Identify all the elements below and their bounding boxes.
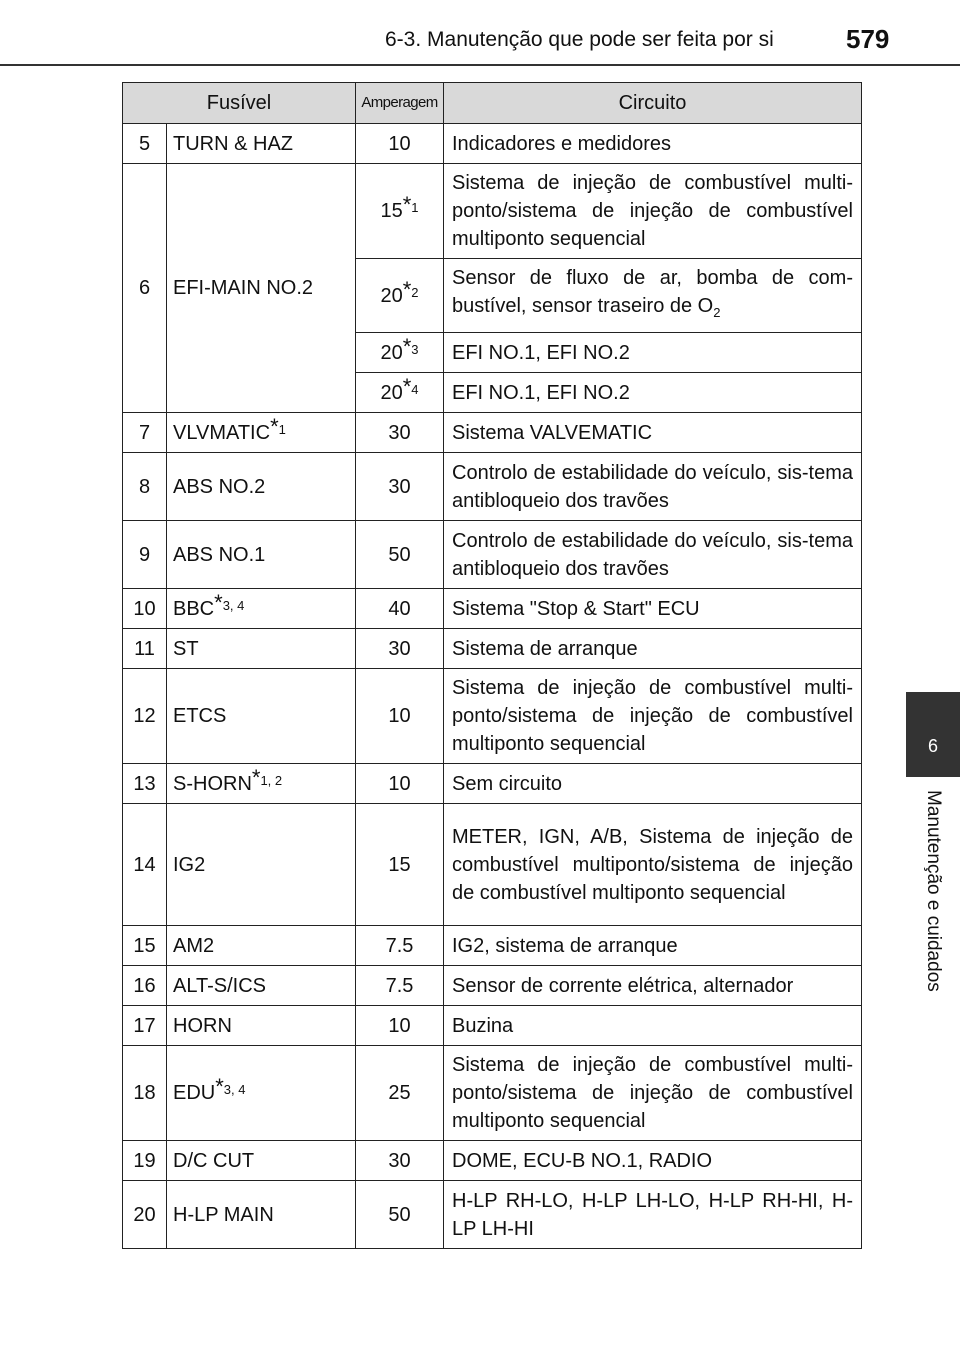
fuse-name: ABS NO.1 [167,521,356,589]
fuse-name: ETCS [167,669,356,764]
fuse-name: TURN & HAZ [167,124,356,164]
fuse-amperage: 30 [356,413,444,453]
footnote-marker: *3, 4 [215,1074,246,1099]
table-row [123,589,862,629]
table-row [123,453,862,521]
chapter-label: Manutenção e cuidados [923,790,944,992]
fuse-circuit: Controlo de estabilidade do veículo, sis-tema antibloqueio dos travões [444,521,862,589]
fuse-name-text: EDU [173,1082,216,1104]
section-title: 6-3. Manutenção que pode ser feita por si [385,28,774,51]
fuse-name: ALT-S/ICS [167,966,356,1006]
fuse-circuit: Sistema de injeção de combustível multi-ponto/sistema de injeção de combustível multiponto sequencial [444,164,862,259]
table-row [123,629,862,669]
subscript: 2 [713,305,721,320]
table-row [123,966,862,1006]
fuse-number: 5 [123,124,167,164]
fuse-name [167,589,356,629]
table-row [123,413,862,453]
table-row [123,926,862,966]
fuse-amperage: 50 [356,521,444,589]
amperage-value: 20 [380,284,403,307]
amperage-value: 20 [380,341,403,364]
fuse-amperage [356,333,444,373]
fuse-circuit: Sistema "Stop & Start" ECU [444,589,862,629]
amperage-value: 15 [380,200,403,222]
page-number: 579 [846,24,890,54]
table-row [123,521,862,589]
fuse-number: 20 [123,1181,167,1249]
fuse-number: 7 [123,413,167,453]
fuse-circuit: Sensor de corrente elétrica, alternador [444,966,862,1006]
fuse-circuit: EFI NO.1, EFI NO.2 [444,333,862,373]
table-row [123,764,862,804]
table-row [123,1006,862,1046]
fuse-circuit: Sem circuito [444,764,862,804]
fuse-amperage: 10 [356,669,444,764]
footnote-marker: *4 [402,373,419,399]
fuse-number: 8 [123,453,167,521]
fuse-number: 16 [123,966,167,1006]
fuse-amperage: 10 [356,124,444,164]
fuse-amperage: 10 [356,1006,444,1046]
fuse-name-text: S-HORN [173,772,252,795]
fuse-number: 11 [123,629,167,669]
fuse-number: 10 [123,589,167,629]
fuse-amperage: 7.5 [356,966,444,1006]
table-row [123,1141,862,1181]
fuse-circuit: Sistema VALVEMATIC [444,413,862,453]
fuse-circuit: Sistema de injeção de combustível multi-ponto/sistema de injeção de combustível multiponto sequencial [444,1046,862,1141]
fuse-circuit: Controlo de estabilidade do veículo, sis-tema antibloqueio dos travões [444,453,862,521]
fuse-number: 15 [123,926,167,966]
fuse-amperage: 15 [356,804,444,926]
fuse-circuit: Indicadores e medidores [444,124,862,164]
footnote-marker: *1, 2 [251,764,283,790]
fuse-circuit: Sistema de arranque [444,629,862,669]
fuse-circuit: IG2, sistema de arranque [444,926,862,966]
header-divider [0,64,960,66]
fuse-amperage: 50 [356,1181,444,1249]
fuse-amperage: 10 [356,764,444,804]
fuse-name [167,1046,356,1141]
table-row [123,804,862,926]
fuse-name: ABS NO.2 [167,453,356,521]
fuse-number: 12 [123,669,167,764]
table-row [123,1046,862,1141]
fuse-number: 6 [123,164,167,413]
fuse-name: ST [167,629,356,669]
fuse-amperage: 30 [356,629,444,669]
table-row [123,1181,862,1249]
fuse-number: 18 [123,1046,167,1141]
header-fuse: Fusível [123,83,356,124]
fuse-amperage [356,373,444,413]
amperage-value: 20 [380,381,403,404]
fuse-circuit: DOME, ECU-B NO.1, RADIO [444,1141,862,1181]
fuse-circuit: Buzina [444,1006,862,1046]
header-amperage: Amperagem [356,83,444,124]
fuse-name-text: VLVMATIC [173,421,271,444]
fuse-name: H-LP MAIN [167,1181,356,1249]
fuse-amperage: 30 [356,453,444,521]
fuse-name: AM2 [167,926,356,966]
fuse-amperage: 25 [356,1046,444,1141]
fuse-circuit: METER, IGN, A/B, Sistema de injeção de combustível multiponto/sistema de injeção de combustível multiponto sequencial [444,804,862,926]
fuse-amperage: 30 [356,1141,444,1181]
fuse-name-text: BBC [173,597,215,620]
footnote-marker: *2 [402,276,419,302]
table-header-row [123,83,862,124]
fuse-circuit: H-LP RH-LO, H-LP LH-LO, H-LP RH-HI, H-LP LH-HI [444,1181,862,1249]
fuse-amperage [356,164,444,259]
fuse-number: 19 [123,1141,167,1181]
fuse-table [122,82,862,1249]
footnote-marker: *3, 4 [214,589,245,615]
table-row [123,124,862,164]
header-circuit: Circuito [444,83,862,124]
circuit-text: Sensor de fluxo de ar, bomba de com-bustível, sensor traseiro de O [452,267,853,317]
table-row [123,164,862,259]
fuse-number: 14 [123,804,167,926]
footnote-marker: *3 [402,333,419,359]
footnote-marker: *1 [402,192,419,217]
fuse-name: D/C CUT [167,1141,356,1181]
fuse-name: IG2 [167,804,356,926]
fuse-amperage: 7.5 [356,926,444,966]
fuse-amperage [356,259,444,333]
fuse-circuit: EFI NO.1, EFI NO.2 [444,373,862,413]
fuse-amperage: 40 [356,589,444,629]
fuse-circuit [444,259,862,333]
table-row [123,669,862,764]
fuse-name: HORN [167,1006,356,1046]
chapter-tab [906,692,960,777]
fuse-number: 17 [123,1006,167,1046]
fuse-name [167,413,356,453]
fuse-number: 13 [123,764,167,804]
chapter-number: 6 [927,736,938,756]
fuse-number: 9 [123,521,167,589]
fuse-name [167,764,356,804]
footnote-marker: *1 [270,413,286,439]
fuse-name: EFI-MAIN NO.2 [167,164,356,413]
fuse-circuit: Sistema de injeção de combustível multi-ponto/sistema de injeção de combustível multiponto sequencial [444,669,862,764]
